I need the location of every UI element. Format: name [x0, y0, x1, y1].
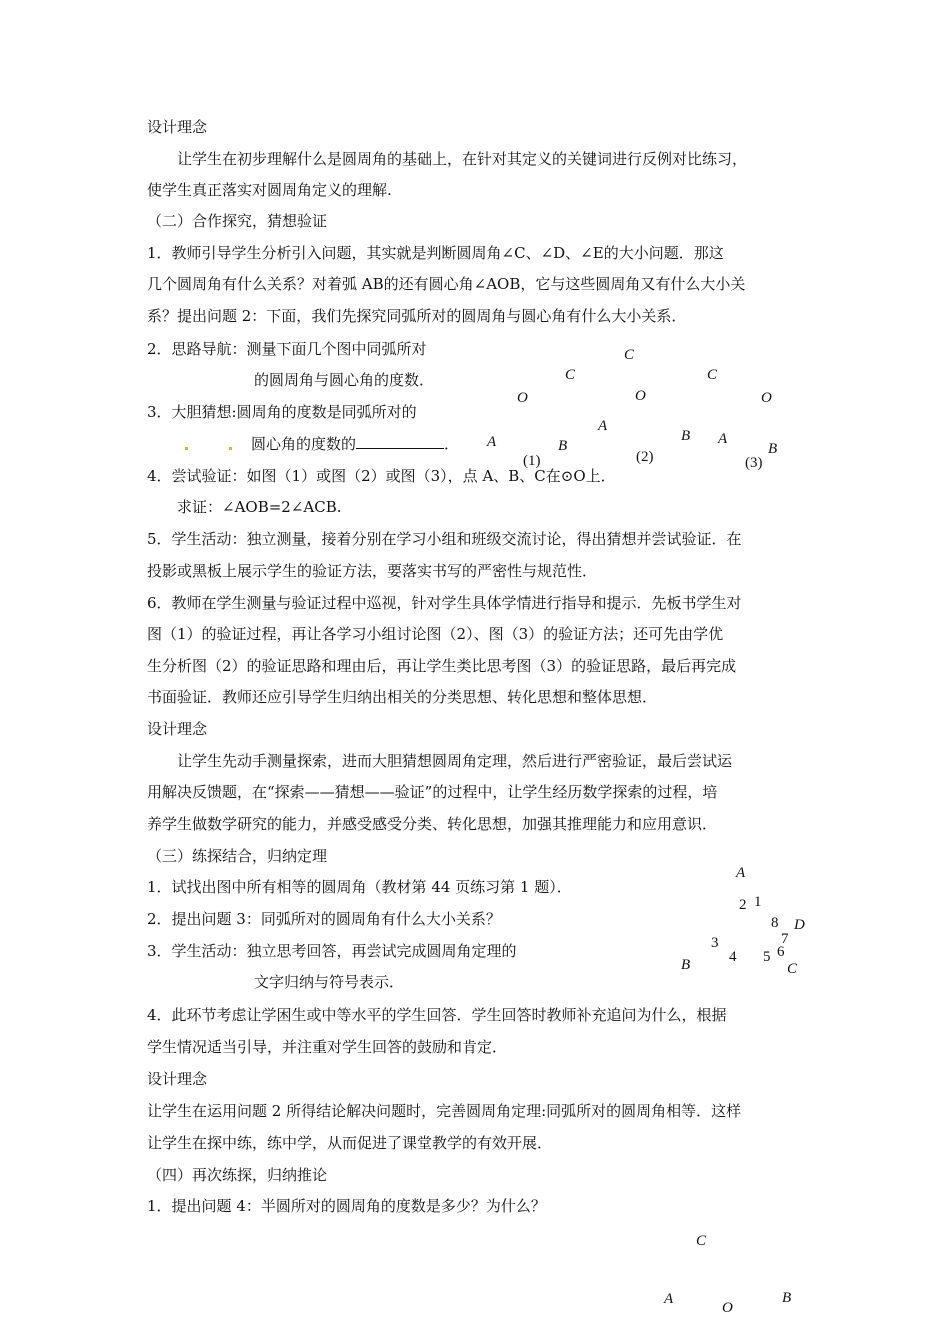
decorative-dot — [185, 447, 188, 450]
paragraph-line: 求证：∠AOB=2∠ACB. — [177, 498, 342, 516]
figure-angle-number: 7 — [781, 931, 789, 947]
section-heading-design-3: 设计理念 — [147, 1070, 208, 1088]
paragraph-line: 3．学生活动：独立思考回答，再尝试完成圆周角定理的 — [147, 942, 517, 960]
figure-angle-number: 3 — [711, 935, 719, 951]
figure-angle-number: 5 — [763, 949, 771, 965]
paragraph-line: 2．提出问题 3：同弧所对的圆周角有什么大小关系？ — [147, 910, 501, 928]
paragraph-line: 4．尝试验证：如图（1）或图（2）或图（3），点 A、B、C在⊙O上． — [147, 467, 616, 485]
figure-label: D — [794, 917, 805, 933]
paragraph-line: 系？提出问题 2：下面，我们先探究同弧所对的圆周角与圆心角有什么大小关系． — [147, 307, 687, 325]
figure-label: B — [681, 957, 691, 973]
figure-label: A — [736, 865, 746, 881]
paragraph-line: 1．提出问题 4：半圆所对的圆周角的度数是多少？为什么？ — [147, 1197, 546, 1215]
blank-suffix: ． — [444, 435, 460, 453]
figure-label: C — [696, 1233, 707, 1249]
answer-blank — [356, 434, 444, 449]
paragraph-line: 让学生在运用问题 2 所得结论解决问题时，完善圆周角定理:同弧所对的圆周角相等．这样 — [147, 1102, 742, 1120]
blank-prefix: 圆心角的度数的 — [251, 435, 357, 453]
paragraph-line: 6．教师在学生测量与验证过程中巡视，针对学生具体学情进行指导和提示．先板书学生对 — [147, 594, 742, 612]
figure-label: B — [768, 441, 778, 457]
section-heading-2: （二）合作探究，猜想验证 — [147, 212, 328, 230]
figure-label: A — [718, 431, 728, 447]
figure-label: C — [787, 961, 798, 977]
figure-label: B — [681, 428, 691, 444]
figure-label: O — [761, 390, 772, 406]
paragraph-line: 让学生在探中练，练中学，从而促进了课堂教学的有效开展． — [147, 1134, 553, 1152]
paragraph-line: 4．此环节考虑让学困生或中等水平的学生回答．学生回答时教师补充追问为什么，根据 — [147, 1006, 727, 1024]
paragraph-line: 生分析图（2）的验证思路和理由后，再让学生类比思考图（3）的验证思路，最后再完成 — [147, 657, 737, 675]
paragraph-line: 投影或黑板上展示学生的验证方法，要落实书写的严密性与规范性． — [147, 562, 598, 580]
paragraph-line: 使学生真正落实对圆周角定义的理解. — [147, 181, 392, 199]
paragraph-line: 养学生做数学研究的能力，并感受感受分类、转化思想，加强其推理能力和应用意识． — [147, 815, 718, 833]
figure-label: O — [635, 388, 646, 404]
figure-label: C — [565, 367, 576, 383]
figure-caption: (2) — [636, 449, 654, 465]
paragraph-line: 用解决反馈题，在“探索——猜想——验证”的过程中，让学生经历数学探索的过程，培 — [147, 783, 718, 801]
figure-label: O — [722, 1300, 733, 1316]
figure-label: A — [487, 434, 497, 450]
figure-label: B — [782, 1290, 792, 1306]
figure-angle-number: 2 — [739, 897, 747, 913]
section-heading-4: （四）再次练探，归纳推论 — [147, 1166, 328, 1184]
paragraph-line: 让学生在初步理解什么是圆周角的基础上，在针对其定义的关键词进行反例对比练习， — [177, 150, 748, 168]
paragraph-line: 图（1）的验证过程，再让各学习小组讨论图（2）、图（3）的验证方法；还可先由学优 — [147, 625, 724, 643]
paragraph-line: 2．思路导航：测量下面几个图中同弧所对 — [147, 340, 427, 358]
paragraph-line: 的圆周角与圆心角的度数． — [254, 371, 435, 389]
figure-angle-number: 6 — [777, 944, 785, 960]
paragraph-line: 几个圆周角有什么关系？对着弧 AB的还有圆心角∠AOB，它与这些圆周角又有什么大小关 — [147, 275, 746, 293]
figure-caption: (3) — [745, 455, 763, 471]
figure-label: B — [558, 438, 568, 454]
figure-angle-number: 8 — [771, 915, 779, 931]
paragraph-line: 让学生先动手测量探索，进而大胆猜想圆周角定理，然后进行严密验证，最后尝试运 — [177, 752, 733, 770]
figure-label: O — [517, 390, 528, 406]
paragraph-line-with-blank — [251, 434, 459, 454]
figure-angle-number: 4 — [729, 949, 737, 965]
paragraph-line: 5．学生活动：独立测量，接着分别在学习小组和班级交流讨论，得出猜想并尝试验证．在 — [147, 530, 742, 548]
section-heading-design-2: 设计理念 — [147, 720, 208, 738]
figure-label: C — [624, 347, 635, 363]
paragraph-line: 1．教师引导学生分析引入问题，其实就是判断圆周角∠C、∠D、∠E的大小问题．那这 — [147, 244, 724, 262]
figure-label: A — [598, 418, 608, 434]
section-heading-3: （三）练探结合，归纳定理 — [147, 847, 328, 865]
paragraph-line: 书面验证．教师还应引导学生归纳出相关的分类思想、转化思想和整体思想． — [147, 688, 658, 706]
figure-label: A — [664, 1291, 674, 1307]
paragraph-line: 3．大胆猜想:圆周角的度数是同弧所对的 — [147, 403, 417, 421]
paragraph-line: 学生情况适当引导，并注重对学生回答的鼓励和肯定． — [147, 1038, 508, 1056]
figure-label: C — [707, 367, 718, 383]
paragraph-line: 1．试找出图中所有相等的圆周角（教材第 44 页练习第 1 题）． — [147, 878, 572, 896]
section-heading-design-1: 设计理念 — [147, 118, 208, 136]
decorative-dot — [229, 447, 232, 450]
paragraph-line: 文字归纳与符号表示． — [254, 973, 405, 991]
figure-angle-number: 1 — [754, 894, 762, 910]
figure-caption: (1) — [523, 453, 541, 469]
